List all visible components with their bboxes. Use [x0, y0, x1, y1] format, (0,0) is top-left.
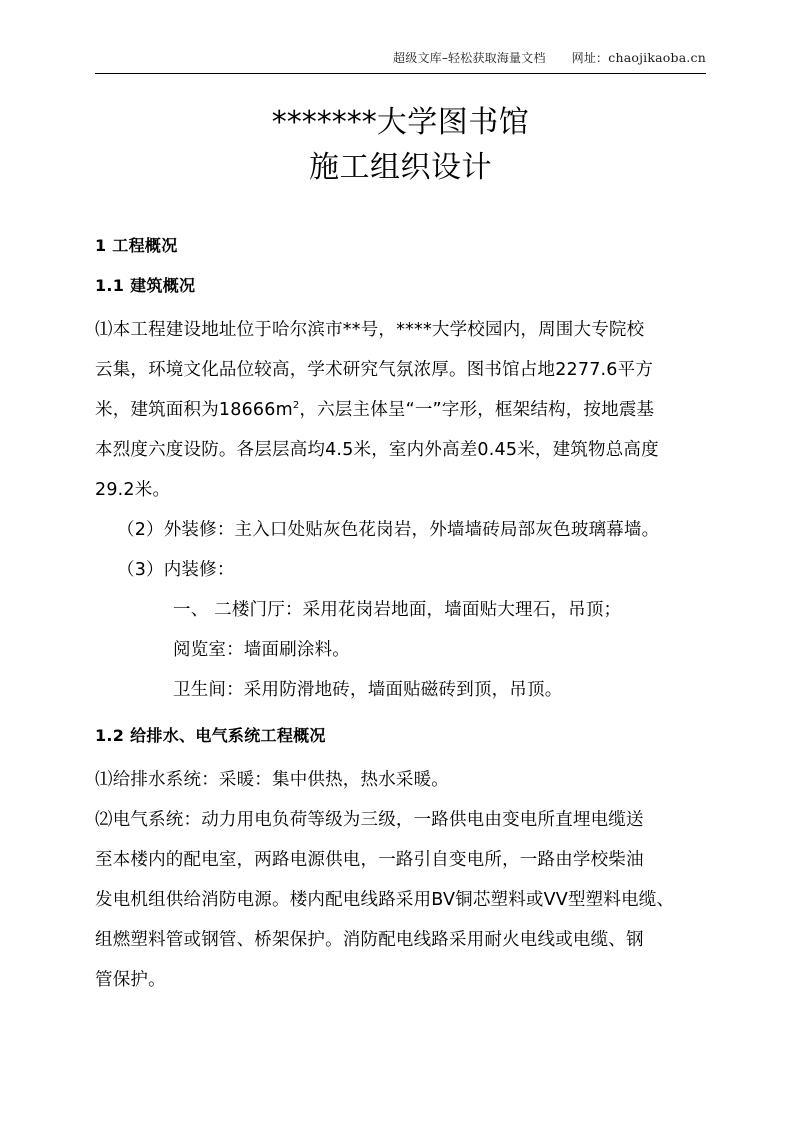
spacer — [95, 258, 706, 274]
paragraph-1-line-4: 本烈度六度设防。各层层高均4.5米，室内外高差0.45米，建筑物总高度 — [95, 440, 659, 460]
page-running-header — [95, 50, 706, 66]
paragraph-1-line-3 — [95, 390, 706, 430]
interior-item-lobby: 一、 二楼门厅：采用花岗岩地面，墙面贴大理石，吊顶； — [173, 600, 622, 620]
paragraph-5-line-1: ⑵电气系统：动力用电负荷等级为三级，一路供电由变电所直埋电缆送 — [95, 810, 644, 830]
interior-item-restroom: 卫生间：采用防滑地砖，墙面贴磁砖到顶，吊顶。 — [173, 680, 563, 700]
document-body — [95, 96, 706, 1000]
header-brand-text: 超级文库–轻松获取海量文档 — [393, 51, 546, 65]
interior-item-reading-room: 阅览室：墙面刷涂料。 — [173, 640, 350, 660]
paragraph-3-interior-decoration: （3）内装修： — [117, 560, 235, 580]
paragraph-5-line-5: 管保护。 — [95, 970, 166, 990]
paragraph-1-line-2: 云集，环境文化品位较高，学术研究气氛浓厚。图书馆占地2277.6平方 — [95, 360, 654, 380]
spacer — [95, 710, 706, 724]
paragraph-2-exterior-decoration: （2）外装修：主入口处贴灰色花岗岩，外墙墙砖局部灰色玻璃幕墙。 — [117, 520, 660, 540]
heading-1-project-overview: 1 工程概况 — [95, 236, 178, 255]
document-title-line-2: 施工组织设计 — [309, 150, 492, 185]
paragraph-5-line-4: 组燃塑料管或钢管、桥架保护。消防配电线路采用耐火电线或电缆、钢 — [95, 930, 644, 950]
header-url-label: 网址： — [571, 51, 609, 65]
paragraph-4-water-supply-system: ⑴给排水系统：采暖：集中供热，热水采暖。 — [95, 770, 449, 790]
spacer — [95, 748, 706, 760]
title-asterisks: ******* — [271, 105, 377, 140]
title-spacer — [95, 190, 706, 234]
paragraph-1-line-3-part-a: 米，建筑面积为18666m — [95, 400, 293, 420]
document-title-line-1 — [95, 100, 706, 145]
header-url-value: chaojikaoba.cn — [608, 50, 706, 65]
header-divider-rule — [95, 73, 706, 74]
paragraph-1-line-3-part-b: ，六层主体呈“一”字形，框架结构，按地震基 — [299, 400, 655, 420]
paragraph-5-line-3: 发电机组供给消防电源。楼内配电线路采用BV铜芯塑料或VV型塑料电缆、 — [95, 890, 675, 910]
title-line-1-text: 大学图书馆 — [376, 105, 530, 140]
spacer — [95, 298, 706, 310]
paragraph-1-line-5: 29.2米。 — [95, 480, 171, 500]
heading-1-2-water-electrical-overview: 1.2 给排水、电气系统工程概况 — [95, 726, 326, 745]
heading-1-1-architecture-overview: 1.1 建筑概况 — [95, 276, 196, 295]
paragraph-1-line-1: ⑴本工程建设地址位于哈尔滨市**号，****大学校园内，周围大专院校 — [95, 320, 645, 340]
paragraph-5-line-2: 至本楼内的配电室，两路电源供电，一路引自变电所，一路由学校柴油 — [95, 850, 644, 870]
square-meter-superscript: 2 — [292, 400, 300, 412]
